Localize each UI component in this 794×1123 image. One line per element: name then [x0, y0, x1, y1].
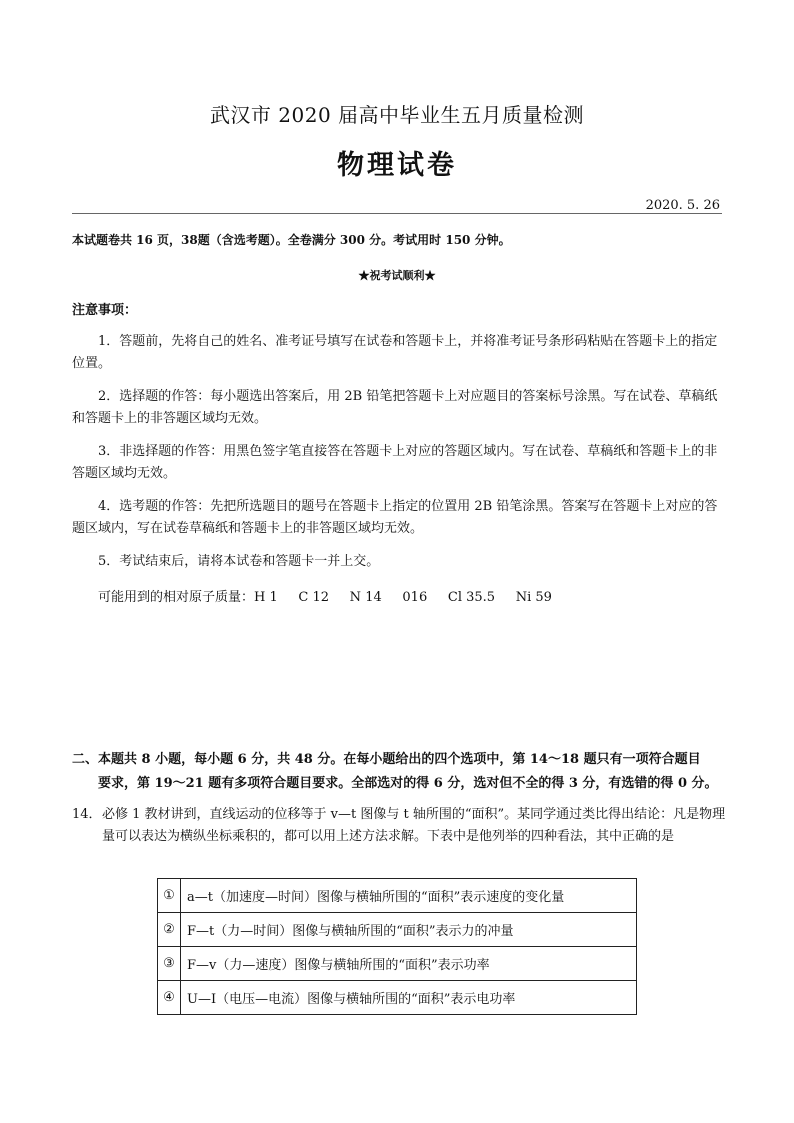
row-text: F—t（力—时间）图像与横轴所围的“面积”表示力的冲量: [181, 913, 637, 947]
atomic-masses: 可能用到的相对原子质量：H 1 C 12 N 14 016 Cl 35.5 Ni 59: [98, 590, 552, 605]
exam-title: 武汉市 2020 届高中毕业生五月质量检测: [209, 103, 585, 127]
table-row: [158, 947, 637, 981]
row-text: U—I（电压—电流）图像与横轴所围的“面积”表示电功率: [181, 981, 637, 1015]
table-row: [158, 913, 637, 947]
section-instructions: [72, 748, 732, 796]
row-number: ③: [158, 947, 181, 981]
question-text: 必修 1 教材讲到，直线运动的位移等于 v—t 图像与 t 轴所围的“面积”。某同学通过类比得出结论：凡是物理量可以表达为横纵坐标乘积的，都可以用上述方法求解。下表中是他列举的四种看法，其中正确的是: [102, 807, 726, 844]
notice-item: 2．选择题的作答：每小题选出答案后，用 2B 铅笔把答题卡上对应题目的答案标号涂黑。写在试卷、草稿纸和答题卡上的非答题区域均无效。: [72, 389, 718, 426]
notice-item: 1．答题前，先将自己的姓名、准考证号填写在试卷和答题卡上，并将准考证号条形码粘贴在答题卡上的指定位置。: [72, 334, 718, 371]
header-divider: [72, 213, 722, 214]
exam-subject: 物理试卷: [337, 150, 457, 181]
table-row: [158, 879, 637, 913]
views-table: [157, 878, 637, 1015]
table-row: [158, 981, 637, 1015]
question-14: [72, 804, 732, 848]
section-line-1: 二、本题共 8 小题，每小题 6 分，共 48 分。在每小题给出的四个选项中，第 14～18 题只有一项符合题目: [72, 752, 701, 767]
notice-title: 注意事项：: [72, 303, 138, 318]
good-luck-note: ★祝考试顺利★: [358, 269, 436, 282]
exam-date: 2020. 5. 26: [645, 198, 720, 213]
row-text: a—t（加速度—时间）图像与横轴所围的“面积”表示速度的变化量: [181, 879, 637, 913]
row-number: ④: [158, 981, 181, 1015]
section-line-2: 要求，第 19～21 题有多项符合题目要求。全部选对的得 6 分，选对但不全的得 3 分，有选错的得 0 分。: [98, 776, 718, 791]
row-text: F—v（力—速度）图像与横轴所围的“面积”表示功率: [181, 947, 637, 981]
notice-item: 3．非选择题的作答：用黑色签字笔直接答在答题卡上对应的答题区域内。写在试卷、草稿纸和答题卡上的非答题区域均无效。: [72, 444, 718, 481]
row-number: ①: [158, 879, 181, 913]
question-number: 14．: [72, 807, 102, 822]
exam-intro: 本试题卷共 16 页，38题（含选考题）。全卷满分 300 分。考试用时 150 分钟。: [72, 233, 511, 247]
notice-item: 4．选考题的作答：先把所选题目的题号在答题卡上指定的位置用 2B 铅笔涂黑。答案写在答题卡上对应的答题区域内，写在试卷草稿纸和答题卡上的非答题区域均无效。: [72, 499, 718, 536]
row-number: ②: [158, 913, 181, 947]
notice-item: 5．考试结束后，请将本试卷和答题卡一并上交。: [98, 554, 380, 569]
